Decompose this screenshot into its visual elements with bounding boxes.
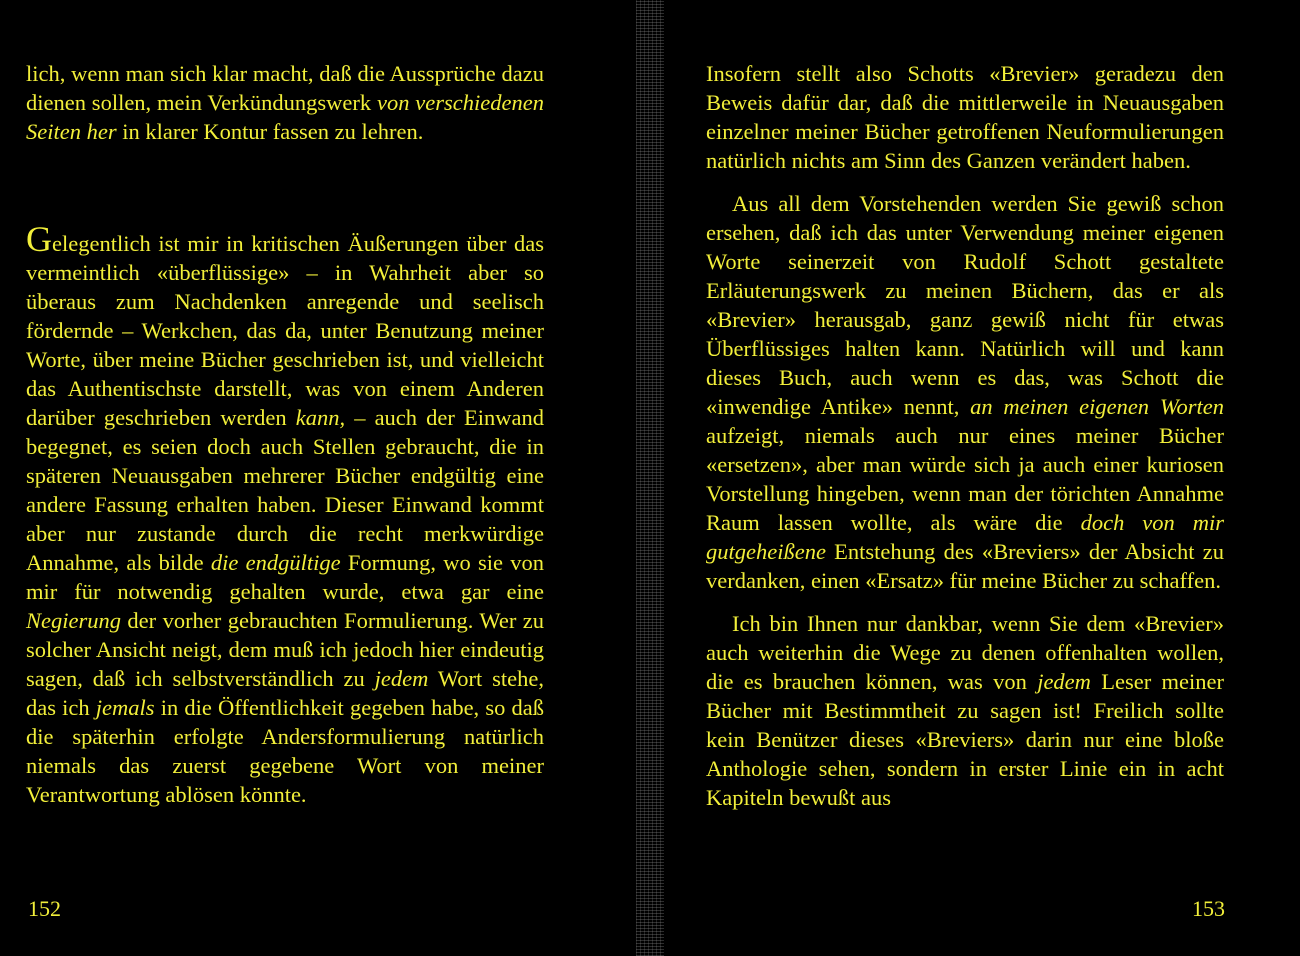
right-page	[664, 0, 1300, 956]
page-number-right: 153	[1192, 896, 1225, 921]
right-text	[706, 59, 1224, 812]
left-top-paragraph	[26, 59, 544, 146]
paragraph-body: Gelegentlich ist mir in kritischen Äußerungen über das vermeintlich «überflüssige» – in Wahrheit aber so überaus zum Nachdenken anregende und seelisch fördernde – Werkchen, das da, unter Benutzung meiner Worte, über meine Bücher geschrieben ist, und vielleicht das Authentischste darstellt, was von einem Anderen darüber geschrieben werden kann, – auch der Einwand begegnet, es seien doch auch Stellen gebraucht, die in späteren Neuausgaben mehrerer Bücher endgültig eine andere Fassung erhalten haben. Dieser Einwand kommt aber nur zustande durch die recht merkwürdige Annahme, als bilde die endgültige Formung, wo sie von mir für notwendig gehalten wurde, etwa gar eine Negierung der vorher gebrauchten Formulierung. Wer zu solcher Ansicht neigt, dem muß ich jedoch hier eindeutig sagen, daß ich selbstverständlich zu jedem Wort stehe, das ich jemals in die Öffentlichkeit gegeben habe, so daß die späterhin erfolgte Andersformulierung natürlich niemals das zuerst gegebene Wort von meiner Verantwortung ablösen könnte.	[26, 219, 544, 807]
left-main-paragraph	[26, 219, 544, 809]
paragraph-3: Ich bin Ihnen nur dankbar, wenn Sie dem «Brevier» auch weiterhin die Wege zu denen offenhalten wollen, die es brauchen können, was von jedem Leser meiner Bücher mit Bestimmtheit zu sagen ist! Freilich sollte kein Benützer dieses «Breviers» darin nur eine bloße Anthologie sehen, sondern in erster Linie ein in acht Kapiteln bewußt aus	[706, 611, 1224, 810]
left-page	[0, 0, 636, 956]
page-number-left: 152	[28, 896, 61, 921]
paragraph-2: Aus all dem Vorstehenden werden Sie gewiß schon ersehen, daß ich das unter Verwendung meiner eigenen Worte seinerzeit von Rudolf Schott gestaltete Erläuterungswerk zu meinen Büchern, das er als «Brevier» herausgab, ganz gewiß nicht für etwas Überflüssiges halten kann. Natürlich will und kann dieses Buch, auch wenn es das, was Schott die «inwendige Antike» nennt, an meinen eigenen Worten aufzeigt, niemals auch nur eines meiner Bücher «ersetzen», aber man würde sich ja auch einer kuriosen Vorstellung hingeben, wenn man der törichten Annahme Raum lassen wollte, als wäre die doch von mir gutgeheißene Entstehung des «Breviers» der Absicht zu verdanken, einen «Ersatz» für meine Bücher zu schaffen.	[706, 191, 1225, 593]
initial-letter: G	[26, 219, 52, 259]
paragraph-continuation: lich, wenn man sich klar macht, daß die Aussprüche dazu dienen sollen, mein Verkündungswerk von verschiedenen Seiten her in klarer Kontur fassen zu lehren.	[26, 61, 544, 144]
book-spine	[636, 0, 664, 956]
paragraph-1: Insofern stellt also Schotts «Brevier» geradezu den Beweis dafür dar, daß die mittlerweile in Neuausgaben einzelner meiner Bücher getroffenen Neuformulierungen natürlich nichts am Sinn des Ganzen verändert haben.	[706, 61, 1224, 173]
